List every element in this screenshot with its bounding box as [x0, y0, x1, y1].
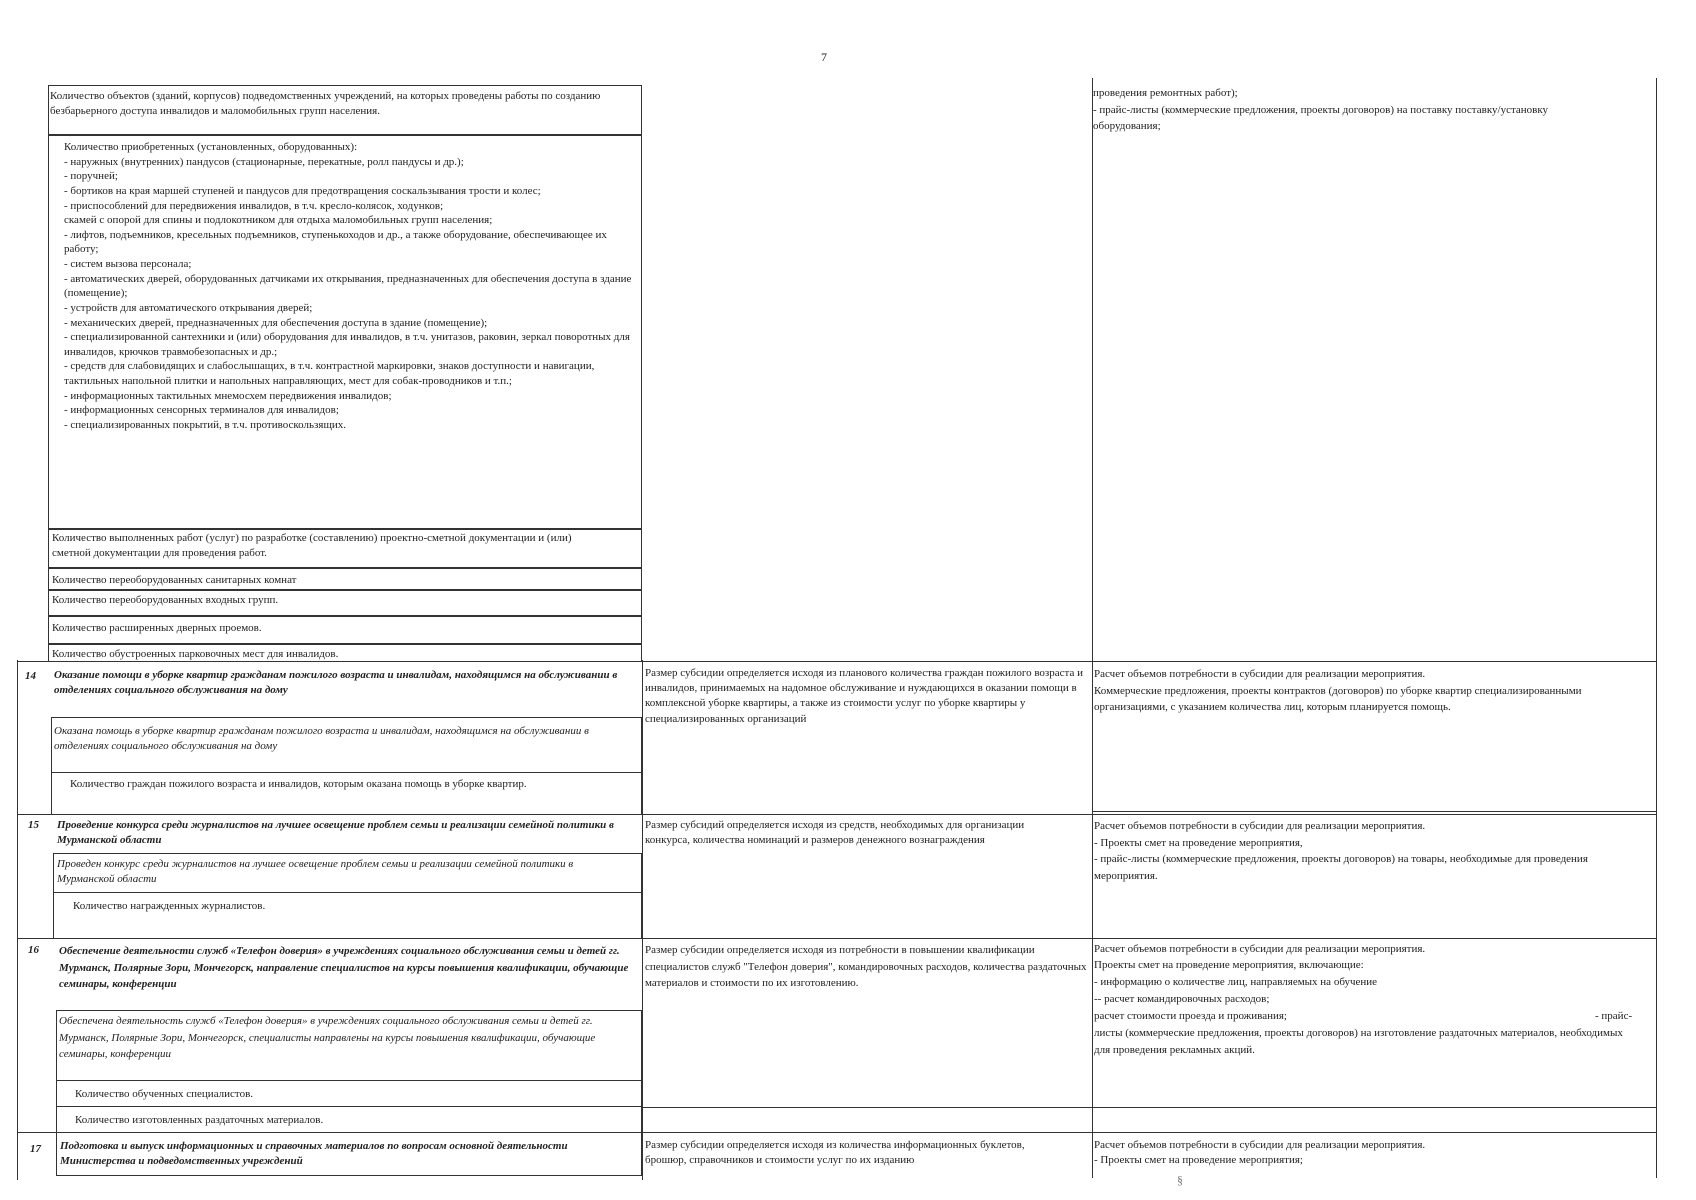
row16-indicator-line-1: [56, 1080, 642, 1081]
row16-calc-line-1: Расчет объемов потребности в субсидии для реализации мероприятия.: [1094, 943, 1426, 955]
page-number: 7: [821, 50, 827, 64]
acquired-list-text: Количество приобретенных (установленных, оборудованных): - наружных (внутренних) пандусов (стационарные, перекатные, ролл пандусы и др.); - поручней; - бортиков на края маршей ступеней и пандусов для предотвращения соскальзывания трости и колес; - приспособлений для передвижения инвалидов, в т.ч. кресло-колясок, ходунков; скамей с опорой для спины и подлокотником для отдыха маломобильных групп населения; - лифтов, подъемников, кресельных подъемников, ступенькоходов и др., а также оборудование, обеспечивающее их работу; - систем вызова персонала; - автоматических дверей, оборудованных датчиками их открывания, предназначенных для обеспечения доступа в здание (помещение); - устройств для автоматического открывания дверей; - механических дверей, предназначенных для обеспечения доступа в здание (помещение); - специализированной сантехники и (или) оборудования для инвалидов, в т.ч. унитазов, раковин, зеркал поворотных для инвалидов, крючков травмобезопасных и др.; - средств для слабовидящих и слабослышащих, в т.ч. контрастной маркировки, знаков доступности и навигации, тактильных напольной плитки и напольных направляющих, мест для собак-проводников и т.п.; - информационных тактильных мнемосхем передвижения инвалидов; - информационных сенсорных терминалов для инвалидов; - специализированных покрытий, в т.ч. противоскользящих.: [64, 141, 632, 431]
design-docs-text: Количество выполненных работ (услуг) по разработке (составлению) проектно-сметной документации и (или) сметной документации для проведения работ.: [52, 532, 572, 560]
row16-calc-line-5: расчет стоимости проезда и проживания;: [1094, 1010, 1287, 1022]
sanitary-rooms-text: Количество переоборудованных санитарных комнат: [52, 574, 297, 586]
row16-event: Обеспечение деятельности служб «Телефон доверия» в учреждениях социального обслуживания семьи и детей гг. Мурманск, Полярные Зори, Мончегорск, направление специалистов на курсы повышения квалификации, обучающие семинары, конференции: [59, 945, 629, 990]
objects-count-text: Количество объектов (зданий, корпусов) подведомственных учреждений, на которых проведены работы по созданию безбарьерного доступа инвалидов и маломобильных групп населения.: [50, 90, 601, 118]
row16-result: Обеспечена деятельность служб «Телефон доверия» в учреждениях социального обслуживания семьи и детей гг. Мурманск, Полярные Зори, Мончегорск, специалисты направлены на курсы повышения квалификации, обучающие семинары, конференции: [59, 1015, 596, 1060]
row16-calc-line-4: -- расчет командировочных расходов;: [1094, 993, 1270, 1005]
row14-calculation: Расчет объемов потребности в субсидии для реализации мероприятия. Коммерческие предложения, проекты контрактов (договоров) по уборке квартир специализированными организациями, с указанием количества лиц, которым планируется помощь.: [1094, 668, 1582, 713]
row16-number: 16: [28, 944, 39, 956]
row15-subsidy: Размер субсидий определяется исходя из средств, необходимых для организации конкурса, количества номинаций и размеров денежного вознаграждения: [645, 819, 1025, 847]
row16-subsidy: Размер субсидии определяется исходя из потребности в повышении квалификации специалистов служб "Телефон доверия", командировочных расходов, количества раздаточных материалов и стоимости по их изготовлению.: [645, 944, 1087, 989]
row16-mid-line: [642, 1107, 1656, 1108]
row15-result: Проведен конкурс среди журналистов на лучшее освещение проблем семьи и реализации семейной политики в Мурманской области: [57, 858, 574, 886]
entrance-groups-text: Количество переоборудованных входных групп.: [52, 594, 279, 606]
top-right-calc-text: проведения ремонтных работ); - прайс-листы (коммерческие предложения, проекты договоров) на поставку поставку/установку оборудования;: [1093, 87, 1549, 132]
col-event-right-border: [642, 660, 643, 1180]
row15-indicator-line: [53, 892, 642, 893]
row16-calc-line-2: Проекты смет на проведение мероприятия, включающие:: [1094, 959, 1364, 971]
stray-mark: §: [1177, 1173, 1183, 1187]
right-border: [1656, 78, 1657, 1178]
row14-indicator-line: [51, 772, 642, 773]
row14-indicator: Количество граждан пожилого возраста и инвалидов, которым оказана помощь в уборке квартир.: [70, 778, 527, 790]
row17-number: 17: [30, 1143, 41, 1155]
parking-text: Количество обустроенных парковочных мест для инвалидов.: [52, 648, 339, 660]
row16-indicator-line-2: [56, 1106, 642, 1107]
row17-event: Подготовка и выпуск информационных и справочных материалов по вопросам основной деятельности Министерства и подведомственных учреждений: [60, 1140, 568, 1168]
row14-subsidy: Размер субсидии определяется исходя из планового количества граждан пожилого возраста и инвалидов, принимаемых на надомное обслуживание и нуждающихся в оказании помощи в комплексной уборке квартиры, а также из стоимости услуг по уборке квартиры у специализированных организаций: [645, 667, 1084, 725]
row15-number: 15: [28, 819, 39, 831]
col-subsidy-right-border: [1092, 78, 1093, 1178]
left-border: [17, 660, 18, 1180]
row14-event: Оказание помощи в уборке квартир гражданам пожилого возраста и инвалидам, находящимся на обслуживании в отделениях социального обслуживания на дому: [54, 669, 618, 697]
row16-indicator-1: Количество обученных специалистов.: [75, 1088, 254, 1100]
row14-result: Оказана помощь в уборке квартир гражданам пожилого возраста и инвалидам, находящимся на обслуживании в отделениях социального обслуживания на дому: [54, 725, 589, 753]
row16-calc-line-3: - информацию о количестве лиц, направляемых на обучение: [1094, 976, 1378, 988]
row15-event: Проведение конкурса среди журналистов на лучшее освещение проблем семьи и реализации семейной политики в Мурманской области: [57, 819, 614, 847]
row16-indicator-2: Количество изготовленных раздаточных материалов.: [75, 1114, 324, 1126]
row17-calculation: Расчет объемов потребности в субсидии для реализации мероприятия. - Проекты смет на проведение мероприятия;: [1094, 1139, 1426, 1167]
row15-indicator: Количество награжденных журналистов.: [73, 900, 266, 912]
row16-calc-line-6: - прайс-: [1595, 1010, 1633, 1022]
row15-calculation: Расчет объемов потребности в субсидии для реализации мероприятия. - Проекты смет на проведение мероприятия, - прайс-листы (коммерческие предложения, проекты договоров) на товары, необходимые для проведения мероприятия.: [1094, 820, 1588, 882]
row17-subsidy: Размер субсидии определяется исходя из количества информационных буклетов, брошюр, справочников и стоимости услуг по их изданию: [645, 1139, 1025, 1167]
row14-number: 14: [25, 670, 36, 682]
door-openings-text: Количество расширенных дверных проемов.: [52, 622, 262, 634]
row16-calc-line-7: листы (коммерческие предложения, проекты договоров) на изготовление раздаточных материалов, необходимых для проведения рекламных акций.: [1094, 1027, 1623, 1056]
row14-mid-line: [1092, 811, 1656, 812]
